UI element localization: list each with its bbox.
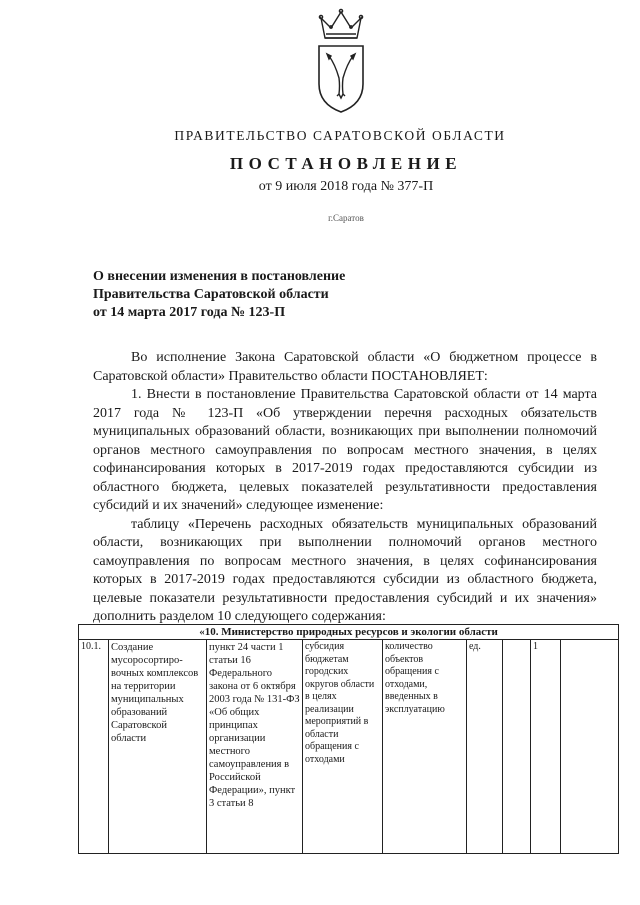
city-label: г.Саратов — [328, 213, 364, 223]
subsidy-cell: субсидия бюджетам городских округов области в целях реализации мероприятий в области обращения с отходами — [303, 640, 383, 854]
body-paragraph: 1. Внести в постановление Правительства Саратовской области от 14 марта 2017 года № 123-П «Об утверждении перечня расходных обязательств муниципальных образований области, возникающих при выполнении полномочий органов местного самоуправления по вопросам местного значения, в целях софинансирования которых в 2017-2019 годах предоставляются субсидии из областного бюджета, целевых показателей результативности предоставления субсидий и их значений» следующее изменение: — [93, 387, 597, 513]
indicator-cell: количество объектов обращения с отходами, введенных в эксплуатацию — [383, 640, 467, 854]
obligation-cell: Создание мусоросортиро-вочных комплексов на территории муниципальных образований Саратовской области — [109, 640, 207, 854]
table-row — [79, 640, 619, 854]
row-number-cell: 10.1. — [79, 640, 109, 854]
document-body — [93, 349, 597, 627]
document-subject — [93, 268, 345, 322]
body-paragraph: таблицу «Перечень расходных обязательств муниципальных образований области, возникающих при выполнении полномочий органов местного самоуправления по вопросам местного значения, в целях софинансирования которых в 2017-2019 годах предоставляются субсидии из областного бюджета, целевые показатели результативности предоставления субсидий и их значения» дополнить разделом 10 следующего содержания: — [93, 516, 597, 624]
coat-of-arms-emblem — [305, 8, 377, 116]
subject-line: Правительства Саратовской области — [93, 287, 329, 302]
document-date-number: от 9 июля 2018 года № 377-П — [258, 179, 434, 194]
unit-cell: ед. — [467, 640, 503, 854]
section-title: «10. Министерство природных ресурсов и экологии области — [79, 625, 619, 640]
table-section-row — [79, 625, 619, 640]
value-2018-cell: 1 — [531, 640, 561, 854]
legal-basis-cell: пункт 24 части 1 статьи 16 Федерального закона от 6 октября 2003 года № 131-ФЗ «Об общих принципах организации местного самоуправления в Российской Федерации», пункт 3 статьи 8 — [207, 640, 303, 854]
subject-line: О внесении изменения в постановление — [93, 269, 346, 284]
obligations-table — [78, 624, 619, 854]
value-2019-cell — [561, 640, 619, 854]
body-paragraph: Во исполнение Закона Саратовской области «О бюджетном процессе в Саратовской области» Правительство области ПОСТАНОВЛЯЕТ: — [93, 350, 597, 384]
government-title: ПРАВИТЕЛЬСТВО САРАТОВСКОЙ ОБЛАСТИ — [174, 128, 506, 143]
value-2017-cell — [503, 640, 531, 854]
document-type-title: ПОСТАНОВЛЕНИЕ — [229, 154, 463, 173]
subject-line: от 14 марта 2017 года № 123-П — [93, 305, 286, 320]
